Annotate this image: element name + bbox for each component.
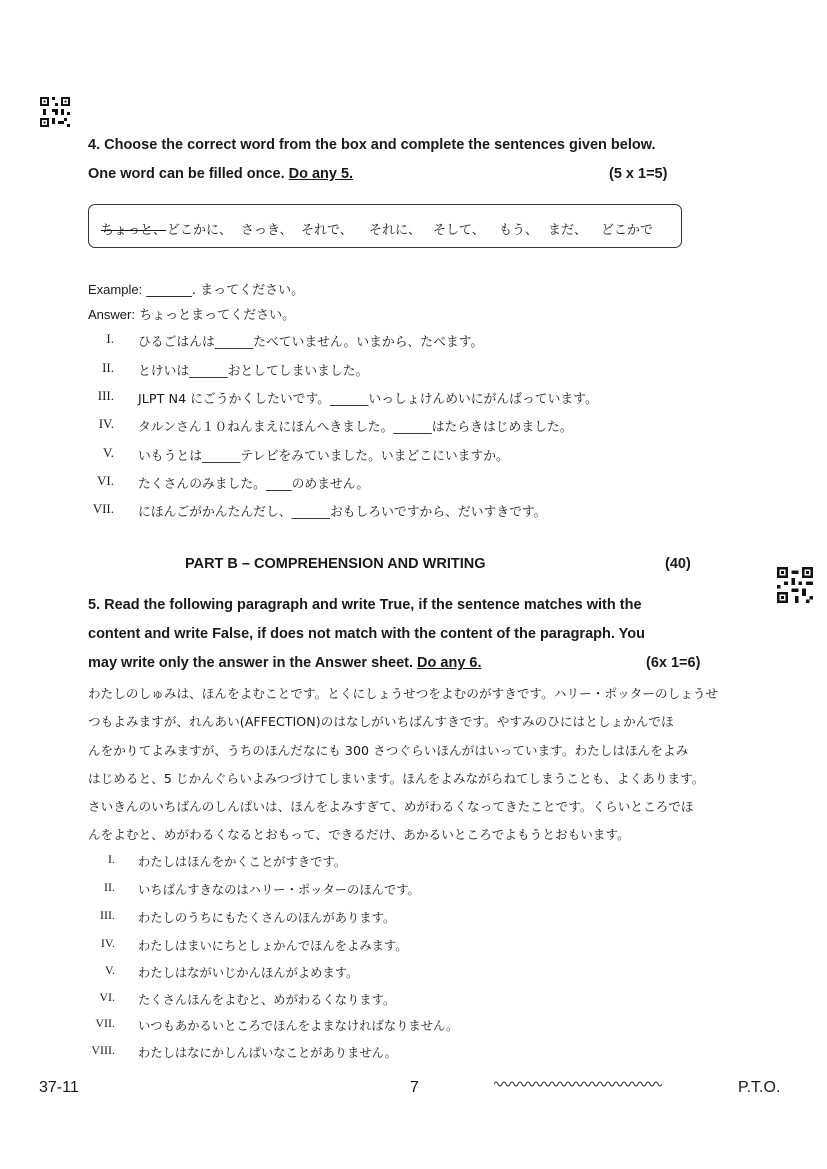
item-number: II. bbox=[102, 360, 114, 375]
item-number: I. bbox=[106, 331, 114, 346]
pto-label: P.T.O. bbox=[738, 1079, 781, 1096]
fill-blank-sentence: たくさんのみました。____のめません。 bbox=[138, 477, 370, 492]
true-false-statement: いちばんすきなのはハリー・ポッターのほんです。 bbox=[138, 883, 420, 897]
qr-code-icon bbox=[40, 97, 70, 127]
question-4-marks: (5 x 1=5) bbox=[609, 166, 668, 182]
word-box-word: それで、 bbox=[301, 223, 353, 238]
true-false-statement: わたしのうちにもたくさんのほんがあります。 bbox=[138, 911, 396, 925]
question-5-instruction-line2: content and write False, if does not match with the content of the paragraph. You bbox=[88, 626, 645, 642]
item-number: I. bbox=[108, 852, 115, 866]
true-false-statement: わたしはまいにちとしょかんでほんをよみます。 bbox=[138, 939, 408, 953]
item-number: III. bbox=[100, 908, 115, 922]
question-5-instruction: 5. Read the following paragraph and write True, if the sentence matches with the bbox=[88, 597, 642, 613]
instruction-emphasis: Do any 6. bbox=[417, 655, 482, 671]
fill-blank-sentence: いもうとは______テレビをみていました。いまどこにいますか。 bbox=[138, 449, 509, 464]
paragraph-line: わたしのしゅみは、ほんをよむことです。とくにしょうせつをよむのがすきです。ハリー・ポッターのしょうせ bbox=[88, 686, 719, 701]
true-false-statement: わたしはながいじかんほんがよめます。 bbox=[138, 966, 359, 980]
item-number: III. bbox=[97, 388, 114, 403]
word-box bbox=[88, 204, 682, 248]
item-number: IV. bbox=[100, 936, 115, 950]
paragraph-line: つもよみますが、れんあい(AFFECTION)のはなしがいちばんすきです。やすみのひにはとしょかんでほ bbox=[88, 714, 674, 729]
word-box-word: さっき、 bbox=[241, 223, 293, 238]
answer-label: Answer: bbox=[88, 307, 135, 322]
item-number: VII. bbox=[95, 1016, 115, 1030]
word-box-word: もう、 bbox=[499, 223, 539, 238]
item-number: V. bbox=[104, 963, 115, 977]
word-box-word: それに、 bbox=[369, 223, 422, 238]
true-false-statement: わたしはなにかしんぱいなことがありません。 bbox=[138, 1046, 397, 1060]
paper-code: 37-11 bbox=[39, 1079, 79, 1096]
item-number: II. bbox=[104, 880, 115, 894]
true-false-statement: わたしはほんをかくことがすきです。 bbox=[138, 855, 347, 869]
fill-blank-sentence: にほんごがかんたんだし、______おもしろいですから、だいすきです。 bbox=[138, 505, 547, 520]
fill-blank-sentence: ひるごはんは______たべていません。いまから、たべます。 bbox=[138, 335, 484, 350]
paragraph-line: はじめると、5 じかんぐらいよみつづけてしまいます。ほんをよみながらねてしまうことも、よくあります。 bbox=[88, 771, 705, 786]
word-box-example-word: ちょっと、 bbox=[101, 223, 167, 238]
word-box-word: どこかに、 bbox=[167, 223, 233, 238]
word-box-word: どこかで bbox=[601, 223, 654, 238]
fill-blank-sentence: とけいは______おとしてしまいました。 bbox=[138, 364, 369, 379]
example-label: Example: bbox=[88, 282, 143, 297]
answer-text: ちょっとまってください。 bbox=[139, 308, 296, 323]
item-number: VI. bbox=[97, 473, 114, 488]
true-false-statement: いつもあかるいところでほんをよまなければなりません。 bbox=[138, 1019, 459, 1033]
word-box-word: そして、 bbox=[433, 223, 485, 238]
instruction-text: One word can be filled once. bbox=[88, 166, 285, 182]
question-5-marks: (6x 1=6) bbox=[646, 655, 701, 671]
squiggle-line-icon bbox=[494, 1079, 662, 1089]
item-number: IV. bbox=[98, 416, 114, 431]
page-number: 7 bbox=[410, 1079, 419, 1096]
instruction-text: may write only the answer in the Answer sheet. bbox=[88, 655, 414, 671]
paragraph-line: んをかりてよみますが、うちのほんだなにも 300 さつぐらいほんがはいっています。わたしはほんをよみ bbox=[88, 743, 689, 758]
question-4-instruction: 4. Choose the correct word from the box and complete the sentences given below. bbox=[88, 137, 656, 153]
question-5-instruction-line3 bbox=[88, 655, 482, 671]
answer-line bbox=[88, 304, 295, 323]
fill-blank-sentence: タルンさん１０ねんまえにほんへきました。______はたらきはじめました。 bbox=[138, 420, 573, 435]
example-text: まってください。 bbox=[200, 283, 305, 298]
section-title: PART B – COMPREHENSION AND WRITING bbox=[185, 556, 486, 572]
word-box-word: まだ、 bbox=[548, 223, 588, 238]
item-number: VII. bbox=[92, 501, 114, 516]
example-blank: _______. bbox=[146, 283, 196, 298]
example-line bbox=[88, 279, 304, 298]
fill-blank-sentence: JLPT N4 にごうかくしたいです。______いっしょけんめいにがんばっています。 bbox=[138, 392, 598, 407]
item-number: VIII. bbox=[91, 1043, 115, 1057]
section-marks: (40) bbox=[665, 556, 691, 572]
qr-code-icon bbox=[776, 567, 814, 603]
item-number: V. bbox=[103, 445, 114, 460]
question-4-instruction-line2 bbox=[88, 166, 353, 182]
instruction-emphasis: Do any 5. bbox=[288, 166, 354, 182]
paragraph-line: んをよむと、めがわるくなるとおもって、できるだけ、あかるいところでよもうとおもいます。 bbox=[88, 827, 630, 842]
paragraph-line: さいきんのいちばんのしんぱいは、ほんをよみすぎて、めがわるくなってきたことです。くらいところでほ bbox=[88, 799, 694, 814]
item-number: VI. bbox=[99, 990, 115, 1004]
true-false-statement: たくさんほんをよむと、めがわるくなります。 bbox=[138, 993, 396, 1007]
